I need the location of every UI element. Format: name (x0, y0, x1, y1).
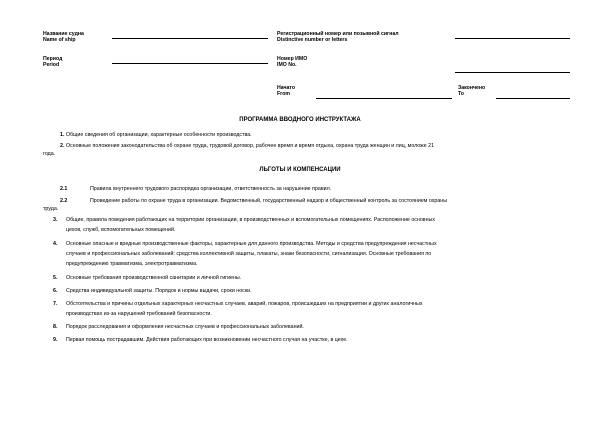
item-5-num: 5. (53, 275, 58, 281)
item-6-line1: Средства индивидуальной защиты. Порядок и нормы выдачи, сроки носки. (66, 288, 252, 294)
item-6-num: 6. (53, 288, 58, 294)
item-5-line1: Основные требования производственной санитарии и личной гигиены. (66, 275, 242, 281)
item-8-line1: Порядок расследования и оформления несчастных случаев и профессиональных заболеваний. (66, 324, 304, 330)
start-field[interactable] (316, 98, 452, 99)
item-3-line2: цехов, служб, вспомогательных помещений. (66, 227, 176, 233)
item-8-num: 8. (53, 324, 58, 330)
intro-item-2: 2. Основные положения законодательства об охране труда, трудовой договор, рабочее время и время отдыха, охрана труда женщин и лиц, моложе 21 (60, 143, 435, 149)
item-3-num: 3. (53, 217, 58, 223)
reg-number-field[interactable] (455, 38, 570, 39)
sub-item-2-2: Проведение работы по охране труда в организации. Ведомственный, государственный надзор и общественный контроль за состоянием охраны (90, 198, 448, 204)
benefits-title: ЛЬГОТЫ И КОМПЕНСАЦИИ (259, 167, 341, 173)
ship-name-label: Название судна Name of ship (43, 31, 84, 44)
start-label: Начато From (277, 85, 296, 98)
item-4-line2: случаев и профессиональных заболеваний: средства коллективной защиты, плакаты, знаки безопасности, сигнализация. Основные требования по (66, 251, 432, 257)
item-9-num: 9. (53, 337, 58, 343)
item-7-line1: Обстоятельства и причины отдельных характерных несчастных случаев, аварий, пожаров, происшедших на предприятии и других аналогичных (66, 301, 423, 307)
end-field[interactable] (496, 98, 570, 99)
intro-item-2-cont: года. (43, 151, 56, 157)
item-4-num: 4. (53, 241, 58, 247)
item-4-line3: предупреждению травматизма, электротравматизма. (66, 261, 198, 267)
end-label: Закончено To (458, 85, 486, 98)
sub-item-2-1: Правила внутреннего трудового распорядка организации, ответственность за нарушение правил. (90, 186, 332, 192)
item-3-line1: Общие, правила поведения работающих на территории организации, в производственных и вспомогательных помещениях. Расположение основных (66, 217, 436, 223)
program-title: ПРОГРАММА ВВОДНОГО ИНСТРУКТАЖА (239, 117, 361, 123)
ship-name-field[interactable] (112, 38, 268, 39)
sub-item-2-2-cont: труда. (43, 206, 59, 212)
item-7-num: 7. (53, 301, 58, 307)
imo-label: Номер ИМО IMO No. (277, 56, 308, 69)
reg-number-label: Регистрационный номер или позывной сигнал Distinctive number or letters (277, 31, 399, 44)
sub-item-2-1-num: 2.1 (60, 186, 68, 192)
sub-item-2-2-num: 2.2 (60, 198, 68, 204)
period-field[interactable] (112, 63, 268, 64)
period-label: Период Period (43, 56, 63, 69)
imo-field[interactable] (455, 72, 570, 73)
item-9-line1: Первая помощь пострадавшим. Действия работающих при возникновении несчастного случая на участке, в цехе. (66, 337, 348, 343)
item-7-line2: производствах из-за нарушений требований безопасности. (66, 311, 212, 317)
item-4-line1: Основные опасные и вредные производственные факторы, характерные для данного производства. Методы и средства предупреждения несчастных (66, 241, 437, 247)
intro-item-1: 1. Общие сведения об организации, характерные особенности производства. (60, 132, 252, 138)
